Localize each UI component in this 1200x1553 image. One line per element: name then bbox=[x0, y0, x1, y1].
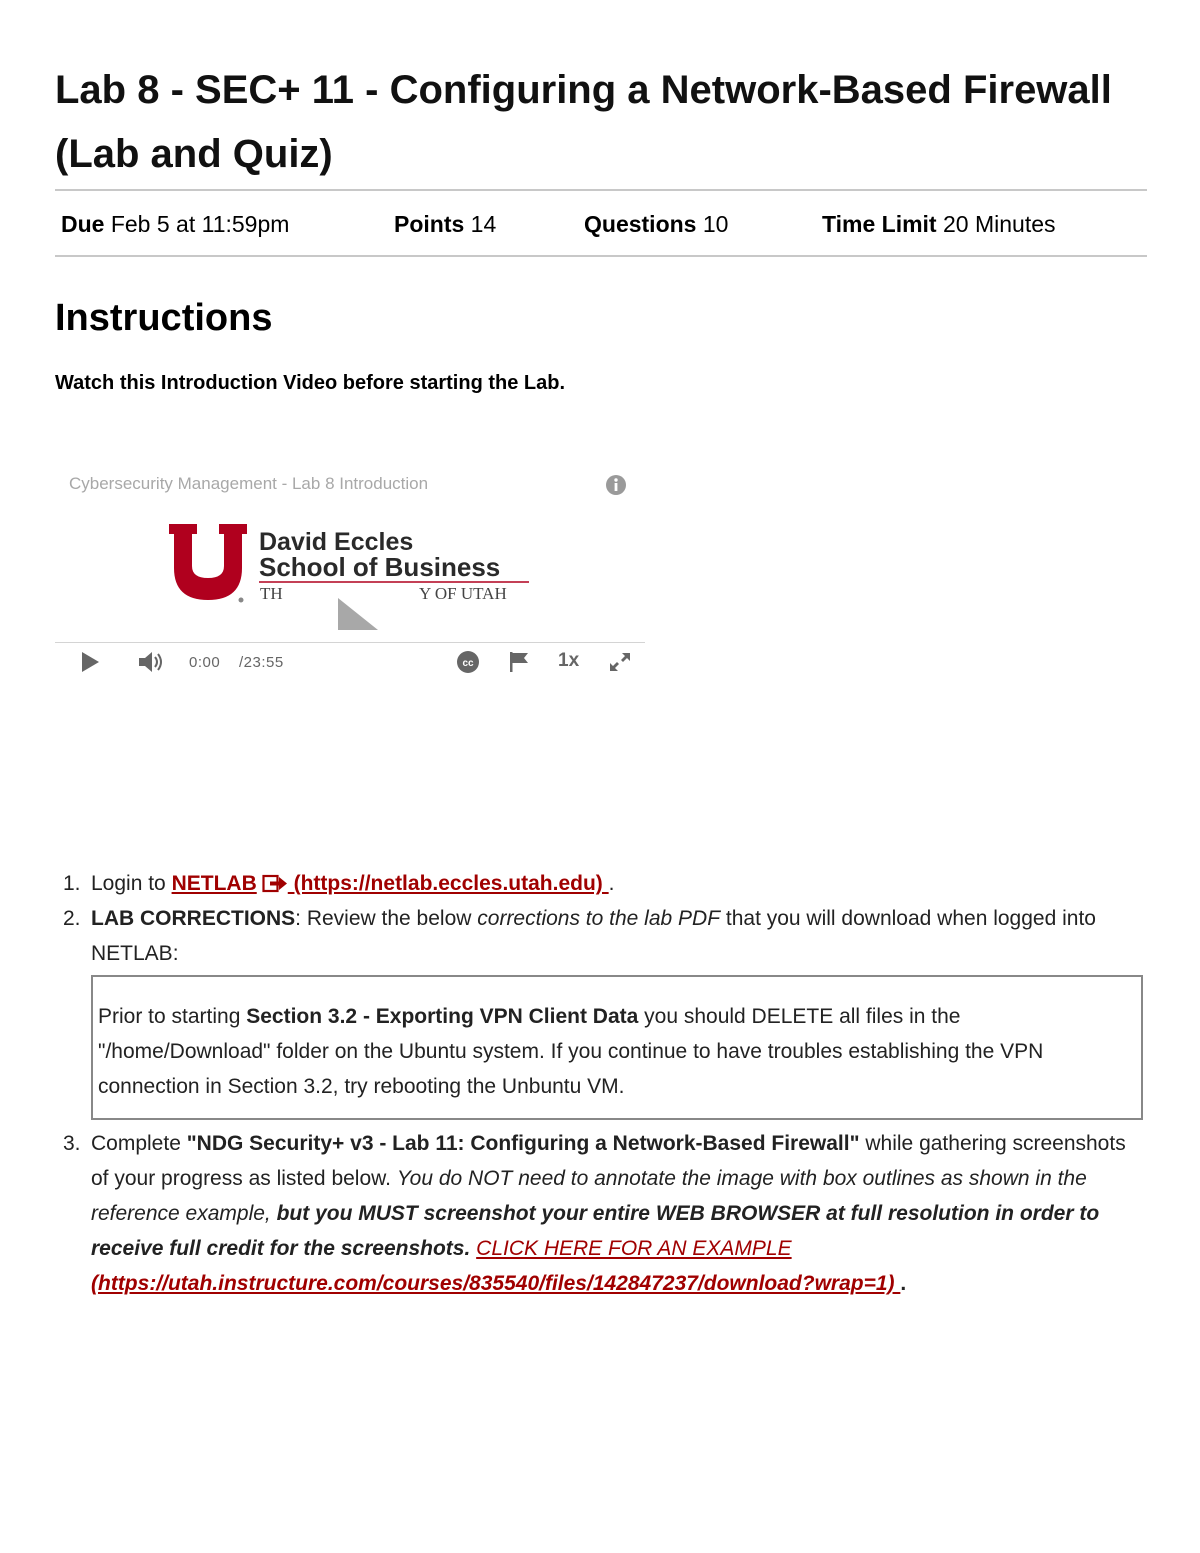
due-info bbox=[61, 208, 289, 240]
closed-captions-icon[interactable] bbox=[455, 650, 481, 674]
netlab-link[interactable] bbox=[172, 872, 609, 895]
points-label: Points bbox=[394, 211, 465, 237]
instructions-heading: Instructions bbox=[55, 297, 273, 339]
fullscreen-icon[interactable] bbox=[607, 650, 633, 674]
list-item bbox=[55, 901, 1147, 971]
progress-track[interactable] bbox=[55, 642, 645, 643]
current-time: 0:00 bbox=[189, 654, 221, 671]
playback-speed[interactable]: 1x bbox=[558, 650, 580, 671]
video-player[interactable] bbox=[55, 466, 645, 692]
example-url: (https://utah.instructure.com/courses/835540/files/142847237/download?wrap=1) bbox=[91, 1272, 901, 1295]
step3-bold-italic: but you MUST screenshot your entire WEB BROWSER at full resolution in order to receive full credit for the screenshots. bbox=[91, 1202, 1100, 1260]
logo-line2: School of Business bbox=[259, 552, 501, 582]
step3-italic: You do NOT need to annotate the image with box outlines as shown in the reference example, bbox=[91, 1167, 1087, 1225]
step1-end: . bbox=[608, 872, 615, 895]
step3-text2: while gathering screenshots of your progress as listed below. bbox=[91, 1132, 1126, 1190]
points-info bbox=[394, 208, 496, 240]
divider-top bbox=[55, 189, 1147, 191]
step-number: 2. bbox=[63, 907, 81, 930]
step2-text1: : Review the below bbox=[295, 907, 478, 930]
questions-info bbox=[584, 208, 728, 240]
corrections-box bbox=[91, 975, 1143, 1120]
external-link-icon bbox=[262, 873, 288, 893]
intro-text: Watch this Introduction Video before starting the Lab. bbox=[55, 372, 566, 394]
box-section: Section 3.2 - Exporting VPN Client Data bbox=[246, 1005, 639, 1028]
school-logo bbox=[169, 524, 531, 604]
duration: /23:55 bbox=[239, 654, 284, 671]
time-limit-value: 20 Minutes bbox=[943, 211, 1056, 237]
list-item bbox=[55, 866, 1147, 901]
page-title: Lab 8 - SEC+ 11 - Configuring a Network-Based Firewall (Lab and Quiz) bbox=[55, 68, 1112, 176]
box-text2: you should DELETE all files in the "/home/Download" folder on the Ubuntu system. If you continue to have troubles establishing the VPN connection in Section 3.2, try rebooting the Unbuntu VM. bbox=[98, 1005, 1044, 1098]
step3-lab-name: "NDG Security+ v3 - Lab 11: Configuring a Network-Based Firewall" bbox=[186, 1132, 860, 1155]
netlab-url: (https://netlab.eccles.utah.edu) bbox=[287, 872, 609, 895]
step-number: 1. bbox=[63, 872, 81, 895]
step-number: 3. bbox=[63, 1132, 81, 1155]
flag-icon[interactable] bbox=[507, 650, 531, 674]
big-play-icon[interactable] bbox=[335, 596, 381, 632]
step2-text2: that you will download when logged into NETLAB: bbox=[91, 907, 1096, 965]
volume-icon[interactable] bbox=[137, 650, 165, 674]
due-label: Due bbox=[61, 211, 105, 237]
logo-line3-left: TH bbox=[260, 584, 283, 603]
logo-line1: David Eccles bbox=[259, 528, 414, 556]
example-link-label: CLICK HERE FOR AN EXAMPLE bbox=[476, 1237, 792, 1260]
logo-line3-right: Y OF UTAH bbox=[419, 584, 507, 603]
instruction-list bbox=[55, 866, 1147, 1301]
divider-bottom bbox=[55, 255, 1147, 257]
time-limit-info bbox=[822, 208, 1056, 240]
due-value: Feb 5 at 11:59pm bbox=[110, 211, 290, 237]
video-title: Cybersecurity Management - Lab 8 Introduction bbox=[69, 474, 429, 493]
box-text1: Prior to starting bbox=[98, 1005, 247, 1028]
time-limit-label: Time Limit bbox=[822, 211, 937, 237]
points-value: 14 bbox=[470, 211, 497, 237]
play-icon[interactable] bbox=[79, 650, 101, 674]
step3-end: . bbox=[900, 1272, 907, 1295]
list-item bbox=[55, 1126, 1147, 1301]
lab-corrections-label: LAB CORRECTIONS bbox=[91, 907, 296, 930]
svg-text:cc: cc bbox=[462, 658, 474, 669]
step2-italic: corrections to the lab PDF bbox=[477, 907, 721, 930]
step1-text: Login to bbox=[91, 872, 172, 895]
questions-label: Questions bbox=[584, 211, 697, 237]
step3-text1: Complete bbox=[91, 1132, 187, 1155]
netlab-link-label: NETLAB bbox=[171, 872, 257, 895]
questions-value: 10 bbox=[702, 211, 729, 237]
info-icon[interactable] bbox=[605, 474, 627, 496]
